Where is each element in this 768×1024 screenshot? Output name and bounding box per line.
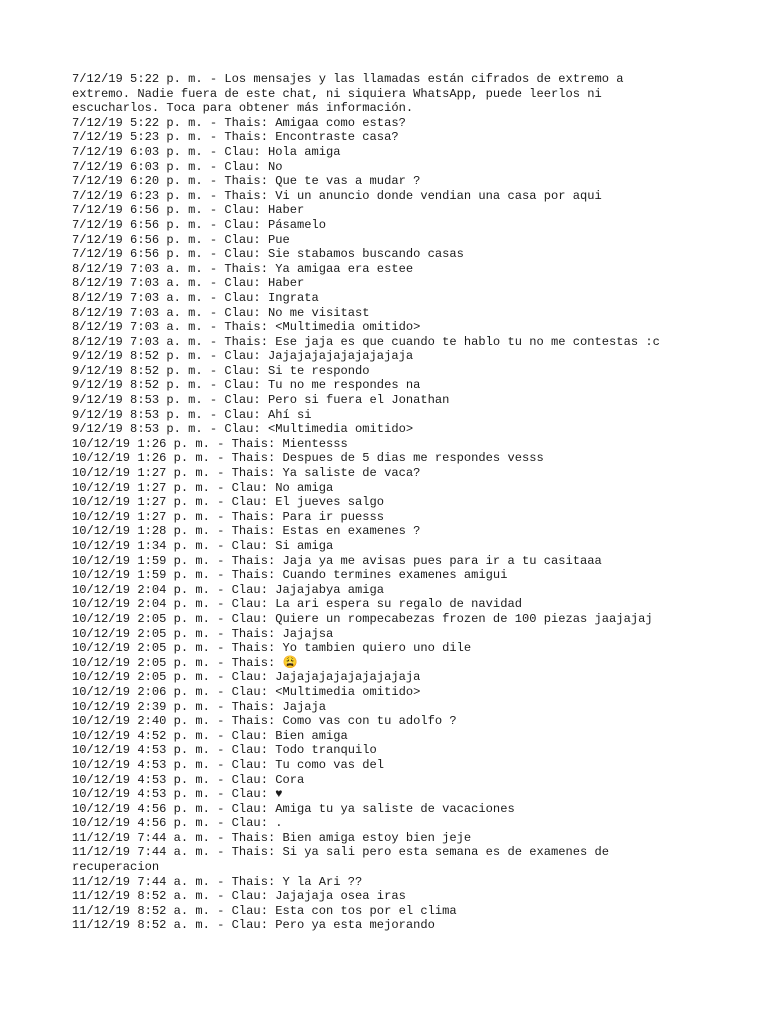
chat-line: 7/12/19 6:03 p. m. - Clau: No (72, 159, 283, 174)
chat-line: 8/12/19 7:03 a. m. - Clau: Haber (72, 276, 305, 291)
chat-line: 10/12/19 2:40 p. m. - Thais: Como vas con tu adolfo ? (72, 714, 457, 729)
chat-line: 11/12/19 8:52 a. m. - Clau: Pero ya esta mejorando (72, 918, 435, 933)
chat-line: 7/12/19 6:56 p. m. - Clau: Pásamelo (72, 217, 327, 232)
chat-line: 10/12/19 4:56 p. m. - Clau: . (72, 816, 283, 831)
chat-line: 10/12/19 1:59 p. m. - Thais: Cuando termines examenes amigui (72, 568, 508, 583)
chat-line: 9/12/19 8:52 p. m. - Clau: Tu no me respondes na (72, 378, 421, 393)
chat-line: 10/12/19 1:26 p. m. - Thais: Despues de 5 dias me respondes vesss (72, 451, 544, 466)
chat-line: 11/12/19 8:52 a. m. - Clau: Jajajaja osea iras (72, 889, 406, 904)
chat-line: 11/12/19 7:44 a. m. - Thais: Si ya sali pero esta semana es de examenes de (72, 845, 610, 860)
chat-line: 10/12/19 2:04 p. m. - Clau: Jajajabya amiga (72, 582, 385, 597)
chat-line: 7/12/19 6:56 p. m. - Clau: Haber (72, 203, 305, 218)
chat-line: 10/12/19 1:28 p. m. - Thais: Estas en examenes ? (72, 524, 421, 539)
chat-line: 8/12/19 7:03 a. m. - Thais: <Multimedia omitido> (72, 320, 421, 335)
chat-line: 10/12/19 2:05 p. m. - Thais: Jajajsa (72, 626, 334, 641)
chat-line: 10/12/19 4:53 p. m. - Clau: ♥ (72, 787, 283, 802)
chat-line: 10/12/19 4:52 p. m. - Clau: Bien amiga (72, 728, 348, 743)
chat-line: 7/12/19 5:23 p. m. - Thais: Encontraste casa? (72, 130, 399, 145)
chat-line: 10/12/19 1:34 p. m. - Clau: Si amiga (72, 539, 334, 553)
chat-line: 7/12/19 6:03 p. m. - Clau: Hola amiga (72, 144, 341, 159)
chat-line: 10/12/19 2:05 p. m. - Clau: Jajajajajajajajajaja (72, 670, 421, 685)
chat-line: extremo. Nadie fuera de este chat, ni siquiera WhatsApp, puede leerlos ni (72, 86, 602, 101)
chat-line: 10/12/19 1:27 p. m. - Thais: Ya saliste de vaca? (72, 466, 421, 481)
chat-line: 9/12/19 8:52 p. m. - Clau: Jajajajajajajajajaja (72, 349, 414, 364)
chat-line: recuperacion (72, 860, 160, 875)
chat-line: 10/12/19 1:26 p. m. - Thais: Mientesss (72, 436, 348, 451)
chat-line: 7/12/19 5:22 p. m. - Los mensajes y las llamadas están cifrados de extremo a (72, 72, 624, 86)
chat-line: 10/12/19 4:53 p. m. - Clau: Cora (72, 772, 305, 787)
chat-line: 7/12/19 6:56 p. m. - Clau: Sie stabamos buscando casas (72, 247, 464, 262)
chat-line: 10/12/19 2:39 p. m. - Thais: Jajaja (72, 699, 327, 714)
chat-line: 7/12/19 6:20 p. m. - Thais: Que te vas a mudar ? (72, 174, 421, 189)
chat-line: 10/12/19 2:05 p. m. - Thais: 😩 (72, 655, 298, 670)
chat-line: 10/12/19 2:05 p. m. - Clau: Quiere un rompecabezas frozen de 100 piezas jaajajaj (72, 611, 653, 626)
chat-line: 10/12/19 4:53 p. m. - Clau: Tu como vas del (72, 757, 385, 772)
chat-line: 10/12/19 1:59 p. m. - Thais: Jaja ya me avisas pues para ir a tu casitaaa (72, 553, 602, 568)
chat-line: 9/12/19 8:53 p. m. - Clau: Pero si fuera el Jonathan (72, 393, 450, 408)
chat-line: 10/12/19 4:56 p. m. - Clau: Amiga tu ya saliste de vacaciones (72, 801, 515, 816)
chat-line: 10/12/19 2:04 p. m. - Clau: La ari espera su regalo de navidad (72, 597, 522, 612)
chat-line: 9/12/19 8:53 p. m. - Clau: Ahí si (72, 407, 312, 422)
chat-line: 11/12/19 7:44 a. m. - Thais: Bien amiga estoy bien jeje (72, 830, 472, 845)
chat-line: 11/12/19 7:44 a. m. - Thais: Y la Ari ?? (72, 874, 363, 889)
chat-line: 10/12/19 1:27 p. m. - Clau: El jueves salgo (72, 495, 385, 510)
chat-line: 8/12/19 7:03 a. m. - Clau: No me visitast (72, 305, 370, 320)
chat-log (72, 72, 692, 933)
chat-line: 10/12/19 4:53 p. m. - Clau: Todo tranquilo (72, 743, 377, 758)
chat-line: 7/12/19 6:56 p. m. - Clau: Pue (72, 232, 290, 247)
chat-line: 7/12/19 6:23 p. m. - Thais: Vi un anuncio donde vendian una casa por aqui (72, 188, 602, 203)
chat-line: 8/12/19 7:03 a. m. - Thais: Ya amigaa era estee (72, 261, 414, 276)
chat-line: 10/12/19 2:05 p. m. - Thais: Yo tambien quiero uno dile (72, 641, 472, 656)
chat-line: 10/12/19 1:27 p. m. - Thais: Para ir puesss (72, 509, 385, 524)
chat-line: 9/12/19 8:52 p. m. - Clau: Si te respondo (72, 363, 370, 378)
chat-line: 10/12/19 2:06 p. m. - Clau: <Multimedia omitido> (72, 684, 421, 699)
chat-line: 8/12/19 7:03 a. m. - Thais: Ese jaja es que cuando te hablo tu no me contestas :c (72, 334, 660, 349)
chat-line: 7/12/19 5:22 p. m. - Thais: Amigaa como estas? (72, 115, 406, 130)
chat-line: escucharlos. Toca para obtener más información. (72, 101, 414, 116)
chat-line: 10/12/19 1:27 p. m. - Clau: No amiga (72, 480, 334, 495)
chat-line: 11/12/19 8:52 a. m. - Clau: Esta con tos por el clima (72, 903, 457, 918)
chat-line: 9/12/19 8:53 p. m. - Clau: <Multimedia omitido> (72, 422, 414, 437)
chat-line: 8/12/19 7:03 a. m. - Clau: Ingrata (72, 290, 319, 305)
